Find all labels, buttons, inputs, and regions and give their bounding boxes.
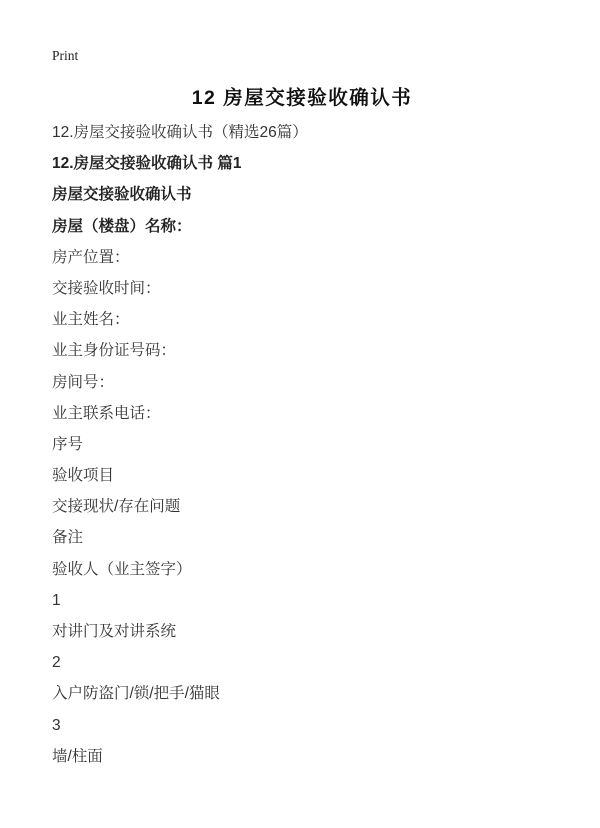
document-line: 备注 — [52, 529, 84, 547]
document-line: 交接现状/存在问题 — [52, 498, 181, 516]
document-line: 业主身份证号码： — [52, 342, 177, 360]
document-line: 3 — [52, 716, 61, 734]
document-line: 房间号： — [52, 373, 115, 391]
document-line: 入户防盗门/锁/把手/猫眼 — [52, 685, 220, 703]
document-line: 交接验收时间： — [52, 279, 161, 297]
document-line: 1 — [52, 591, 61, 609]
document-line: 墙/柱面 — [52, 747, 103, 765]
document-line: 房产位置： — [52, 248, 130, 266]
document-line: 12.房屋交接验收确认书（精选26篇） — [52, 124, 308, 141]
document-line: 业主姓名： — [52, 311, 130, 329]
document-line: 业主联系电话： — [52, 404, 161, 422]
print-link[interactable]: Print — [52, 48, 79, 63]
document-line: 验收人（业主签字） — [52, 560, 192, 578]
document-line: 对讲门及对讲系统 — [52, 623, 177, 640]
document-line: 房屋（楼盘）名称： — [52, 217, 192, 235]
document-line: 2 — [52, 654, 61, 672]
document-body — [52, 125, 552, 765]
document-line: 房屋交接验收确认书 — [52, 186, 192, 204]
page-title: 12 房屋交接验收确认书 — [191, 87, 413, 109]
document-line: 12.房屋交接验收确认书 篇1 — [52, 155, 242, 173]
document-line: 序号 — [52, 435, 84, 453]
document-line: 验收项目 — [52, 467, 115, 485]
